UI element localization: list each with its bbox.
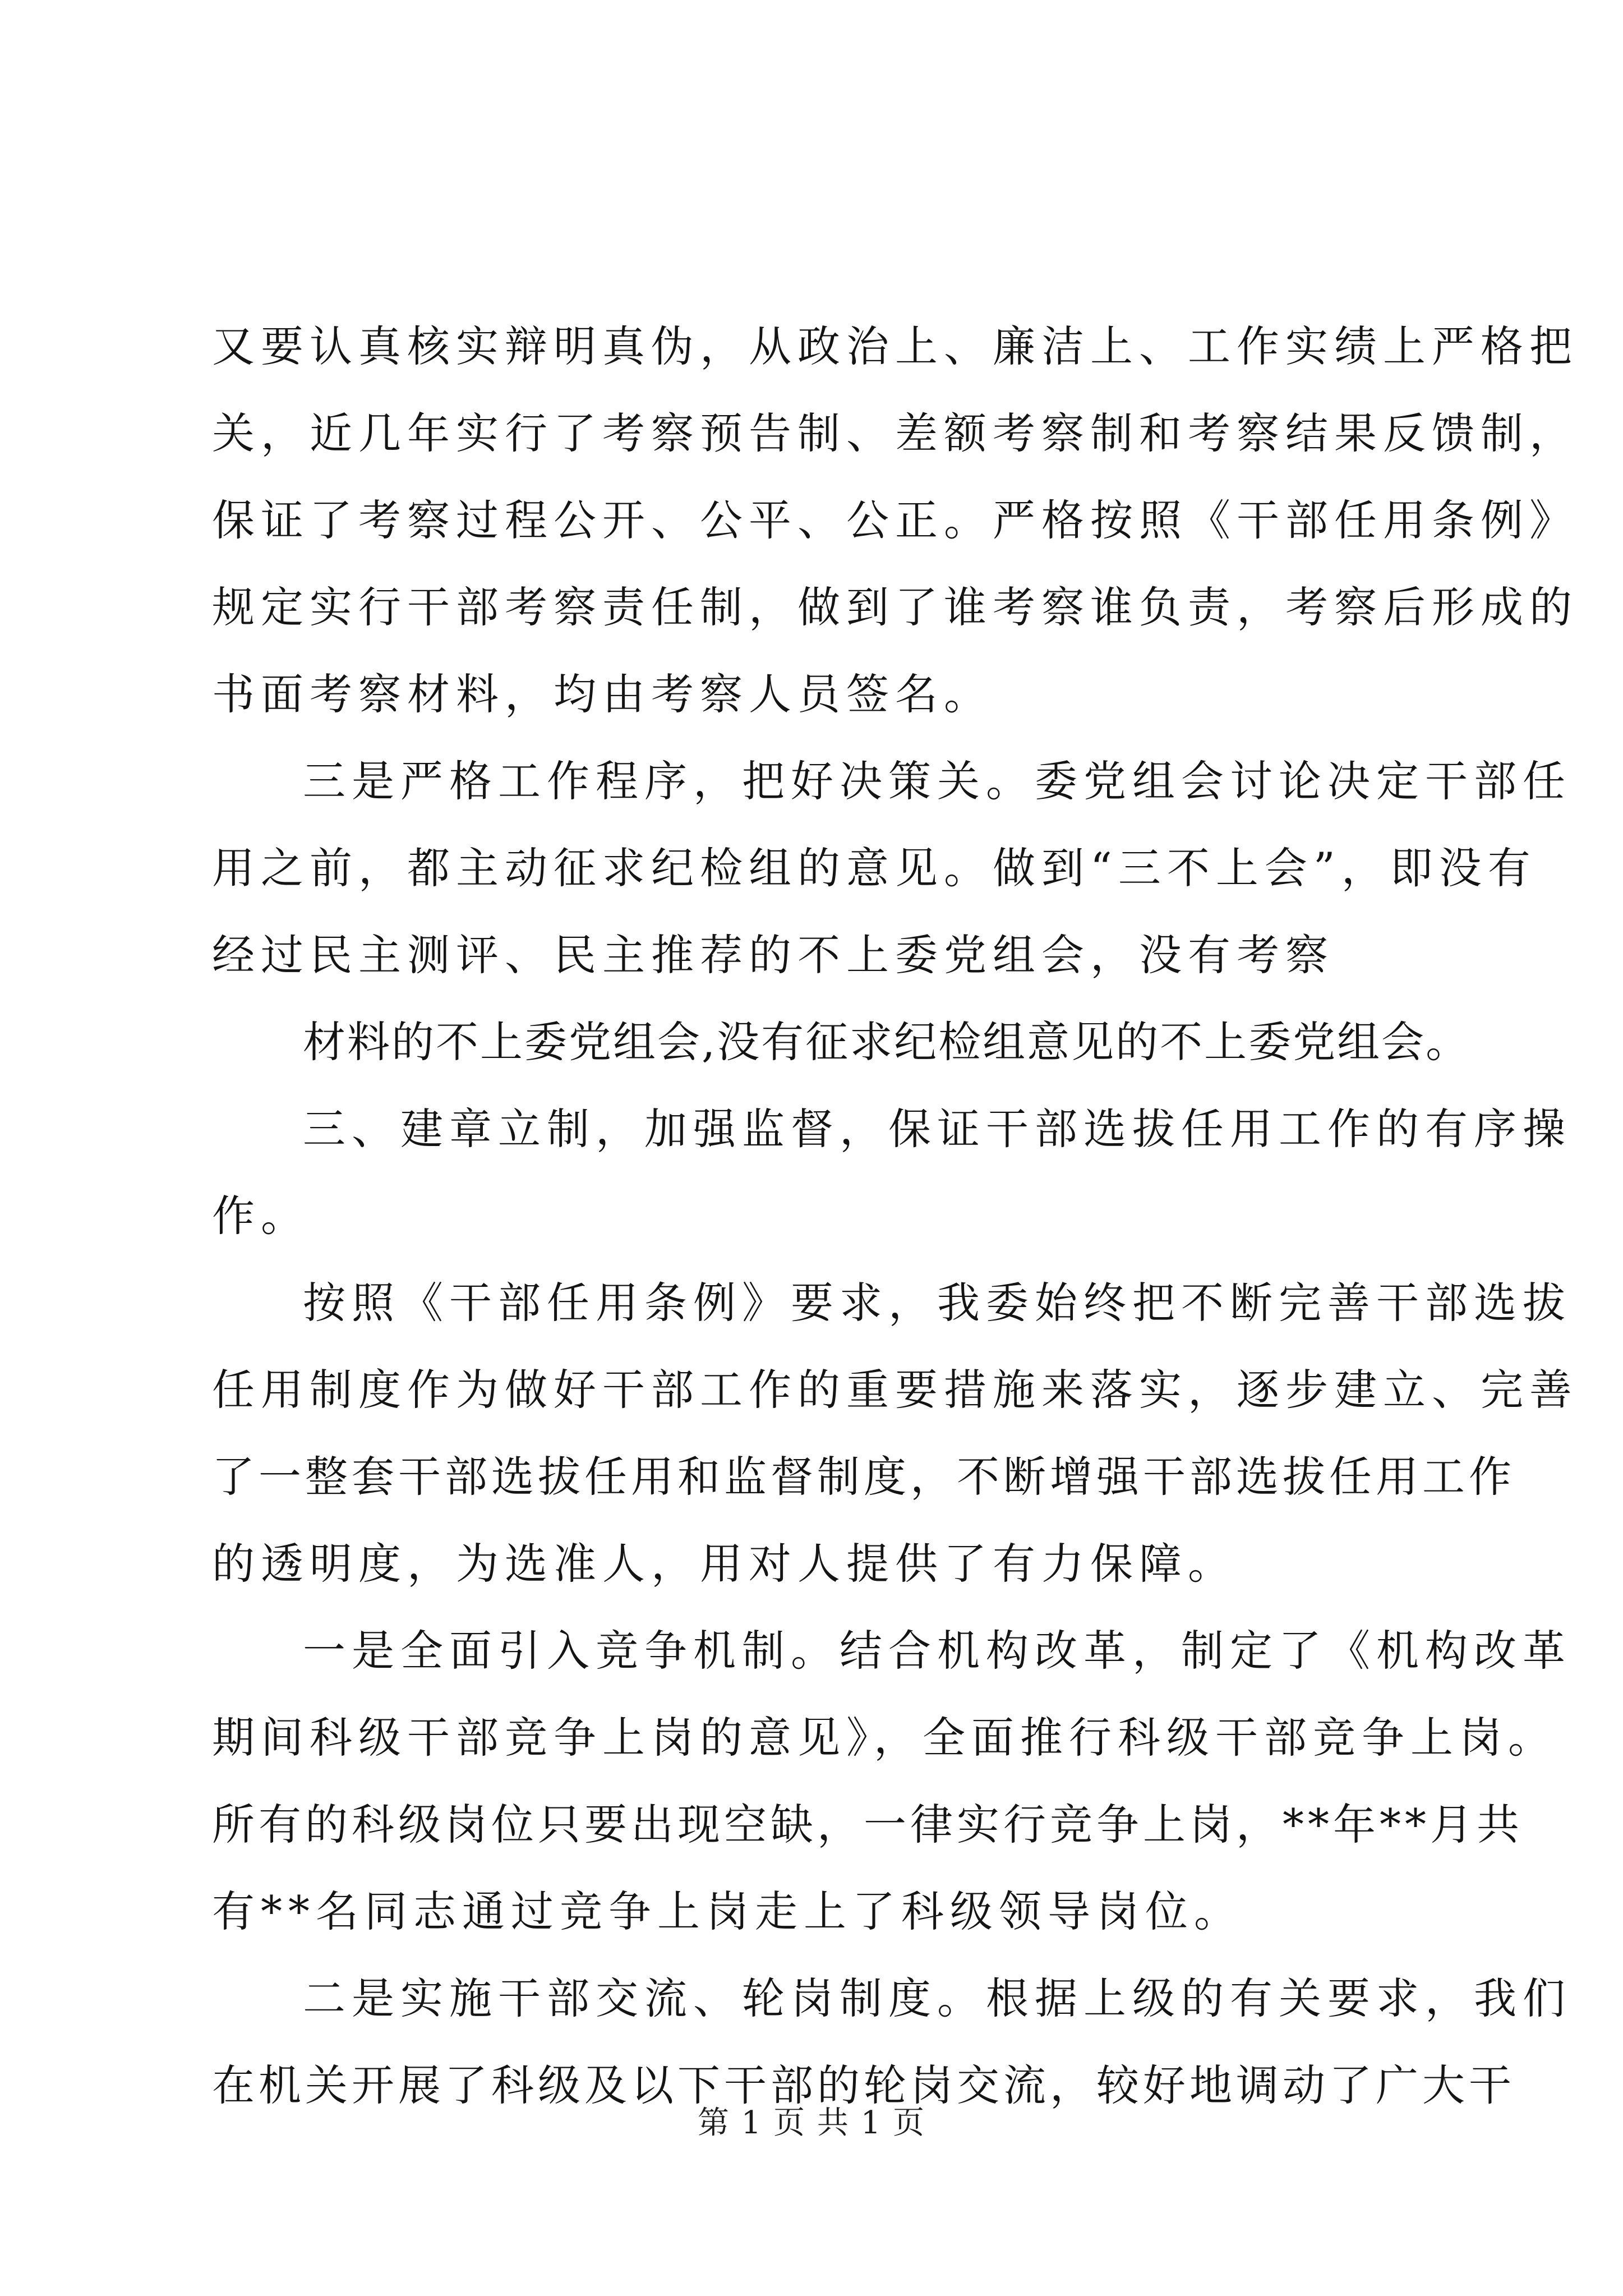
text-line: 所有的科级岗位只要出现空缺，一律实行竞争上岗，**年**月共 bbox=[212, 1800, 1523, 1849]
text-line: 了一整套干部选拔任用和监督制度，不断增强干部选拔任用工作 bbox=[212, 1452, 1515, 1502]
paragraph-start-line: 三是严格工作程序，把好决策关。委党组会讨论决定干部任 bbox=[303, 756, 1571, 806]
page-number-footer: 第 1 页 共 1 页 bbox=[697, 2105, 926, 2141]
text-line: 书面考察材料，均由考察人员签名。 bbox=[212, 669, 993, 719]
text-line: 任用制度作为做好干部工作的重要措施来落实，逐步建立、完善 bbox=[212, 1365, 1578, 1415]
text-line: 关，近几年实行了考察预告制、差额考察制和考察结果反馈制， bbox=[212, 408, 1578, 458]
document-body bbox=[212, 303, 1578, 2129]
text-line: 有**名同志通过竞争上岗走上了科级领导岗位。 bbox=[212, 1887, 1243, 1936]
text-line: 期间科级干部竞争上岗的意见》，全面推行科级干部竞争上岗。 bbox=[212, 1713, 1557, 1763]
text-line: 作。 bbox=[212, 1191, 310, 1241]
text-line: 经过民主测评、民主推荐的不上委党组会，没有考察 bbox=[212, 930, 1334, 980]
text-line: 又要认真核实辩明真伪，从政治上、廉洁上、工作实绩上严格把 bbox=[212, 321, 1578, 371]
text-line: 用之前，都主动征求纪检组的意见。做到“三不上会”，即没有 bbox=[212, 843, 1537, 893]
paragraph-start-line: 二是实施干部交流、轮岗制度。根据上级的有关要求，我们 bbox=[303, 1973, 1571, 2023]
text-line: 在机关开展了科级及以下干部的轮岗交流，较好地调动了广大干 bbox=[212, 2060, 1515, 2110]
section-heading-line: 三、建章立制，加强监督，保证干部选拔任用工作的有序操 bbox=[303, 1104, 1571, 1154]
text-line: 的透明度，为选准人，用对人提供了有力保障。 bbox=[212, 1539, 1237, 1589]
paragraph-start-line: 按照《干部任用条例》要求，我委始终把不断完善干部选拔 bbox=[303, 1278, 1571, 1328]
text-line: 规定实行干部考察责任制，做到了谁考察谁负责，考察后形成的 bbox=[212, 582, 1578, 632]
paragraph-start-line: 一是全面引入竞争机制。结合机构改革，制定了《机构改革 bbox=[303, 1626, 1571, 1676]
paragraph-start-line: 材料的不上委党组会,没有征求纪检组意见的不上委党组会。 bbox=[303, 1017, 1470, 1067]
text-line: 保证了考察过程公开、公平、公正。严格按照《干部任用条例》 bbox=[212, 495, 1578, 545]
